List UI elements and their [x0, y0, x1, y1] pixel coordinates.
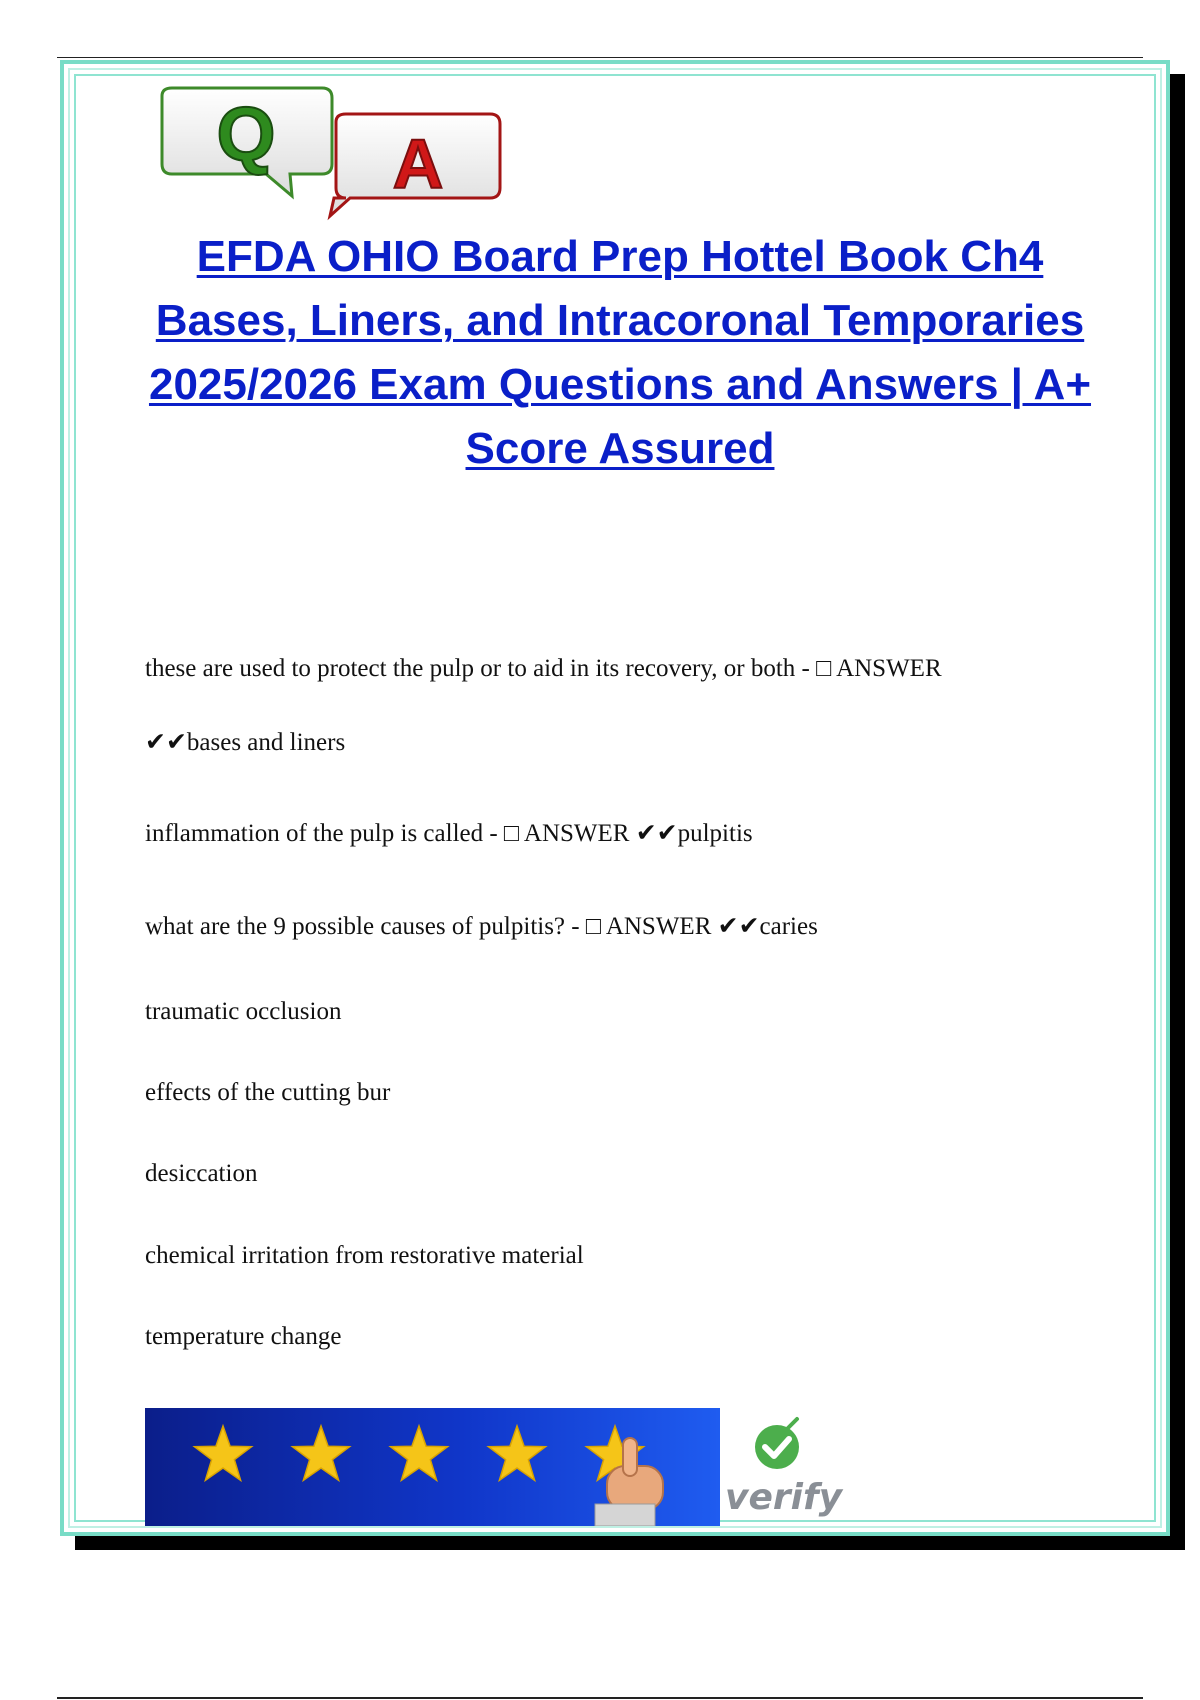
star-icon [293, 1426, 350, 1480]
a-bubble [330, 114, 500, 216]
qa-line-answer-3-item: traumatic occlusion [145, 998, 342, 1025]
qa-line-answer-3-item: effects of the cutting bur [145, 1079, 391, 1106]
star-icon [195, 1426, 252, 1480]
qa-line-question-1: these are used to protect the pulp or to aid in its recovery, or both - □ ANSWER [145, 655, 942, 682]
document-title: EFDA OHIO Board Prep Hottel Book Ch4 Bases, Liners, and Intracoronal Temporaries 2025/2026 Exam Questions and Answers | A+ Score Assured [148, 232, 1092, 473]
qa-line-question-3: what are the 9 possible causes of pulpitis? - □ ANSWER ✔✔caries [145, 913, 818, 940]
rating-banner [145, 1408, 720, 1526]
star-icon [391, 1426, 448, 1480]
verify-badge [725, 1415, 843, 1525]
top-rule [57, 57, 1143, 58]
qa-line-answer-1: ✔✔bases and liners [145, 729, 346, 756]
check-circle-icon [725, 1415, 835, 1475]
a-letter: A [392, 125, 444, 203]
q-bubble [162, 88, 332, 196]
star-icon [489, 1426, 546, 1480]
q-letter: Q [216, 92, 276, 177]
qa-logo-icon [150, 84, 506, 224]
qa-line-answer-3-item: chemical irritation from restorative material [145, 1242, 584, 1269]
qa-line-answer-3-item: temperature change [145, 1323, 342, 1350]
verify-label: verify [725, 1477, 843, 1518]
qa-line-answer-3-item: desiccation [145, 1160, 258, 1187]
star-rating [145, 1408, 720, 1526]
bottom-rule [57, 1697, 1143, 1699]
qa-line-question-2: inflammation of the pulp is called - □ ANSWER ✔✔pulpitis [145, 820, 753, 847]
